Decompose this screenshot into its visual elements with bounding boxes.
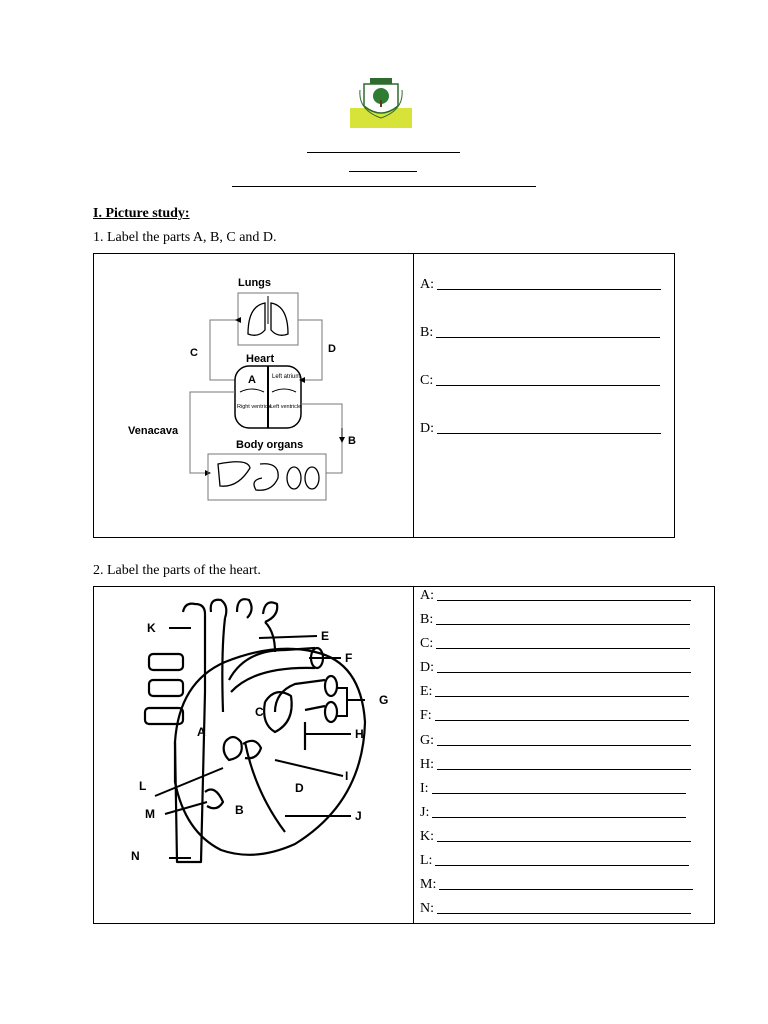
heart-label-k: K — [147, 621, 156, 635]
header-rule-2 — [349, 171, 417, 172]
question-2-divider — [413, 586, 414, 924]
b-label: B — [348, 435, 356, 447]
q2-answer-n: N: — [420, 901, 691, 917]
heart-label-l: L — [139, 779, 147, 793]
q1-answer-c: C: — [420, 373, 660, 389]
q2-answer-i: I: — [420, 781, 686, 797]
question-1-divider — [413, 253, 414, 538]
q2-answer-a: A: — [420, 588, 691, 604]
c-label: C — [190, 347, 198, 359]
heart-label-c: C — [255, 705, 264, 719]
q2-answer-m: M: — [420, 877, 693, 893]
q2-answer-k: K: — [420, 829, 691, 845]
question-2-prompt: 2. Label the parts of the heart. — [93, 563, 261, 578]
heart-diagram — [125, 592, 405, 882]
q1-answer-b: B: — [420, 325, 660, 341]
q2-answer-g: G: — [420, 733, 691, 749]
q1-answer-a: A: — [420, 277, 661, 293]
section-title: I. Picture study: — [93, 206, 190, 221]
heart-label-j: J — [355, 809, 362, 823]
heart-label-f: F — [345, 651, 353, 665]
q2-answer-l: L: — [420, 853, 689, 869]
d-label: D — [328, 343, 336, 355]
header-rule-3 — [232, 186, 536, 187]
right-ventricle-label: Right ventricle — [237, 404, 272, 410]
q2-answer-c: C: — [420, 636, 690, 652]
question-1-prompt: 1. Label the parts A, B, C and D. — [93, 230, 277, 245]
q2-answer-h: H: — [420, 757, 691, 773]
circulation-diagram — [120, 268, 360, 508]
heart-label-g: G — [379, 693, 389, 707]
heart-label-e: E — [321, 629, 330, 643]
heart-label-a: A — [197, 725, 206, 739]
venacava-label: Venacava — [128, 425, 179, 437]
q2-answer-d: D: — [420, 660, 691, 676]
q2-answer-f: F: — [420, 708, 689, 724]
heart-label: Heart — [246, 353, 275, 365]
heart-label-h: H — [355, 727, 364, 741]
lungs-label: Lungs — [238, 277, 271, 289]
heart-label-b: B — [235, 803, 244, 817]
left-ventricle-label: Left ventricle — [270, 404, 302, 410]
q2-answer-e: E: — [420, 684, 689, 700]
header-rule-1 — [307, 152, 460, 153]
heart-label-i: I — [345, 769, 349, 783]
left-atrium-label: Left atrium — [272, 374, 301, 380]
school-logo — [350, 76, 412, 128]
heart-label-m: M — [145, 807, 155, 821]
q2-answer-j: J: — [420, 805, 686, 821]
a-label: A — [248, 374, 256, 386]
body-organs-label: Body organs — [236, 439, 304, 451]
q2-answer-b: B: — [420, 612, 690, 628]
heart-label-n: N — [131, 849, 140, 863]
q1-answer-d: D: — [420, 421, 661, 437]
heart-label-d: D — [295, 781, 304, 795]
